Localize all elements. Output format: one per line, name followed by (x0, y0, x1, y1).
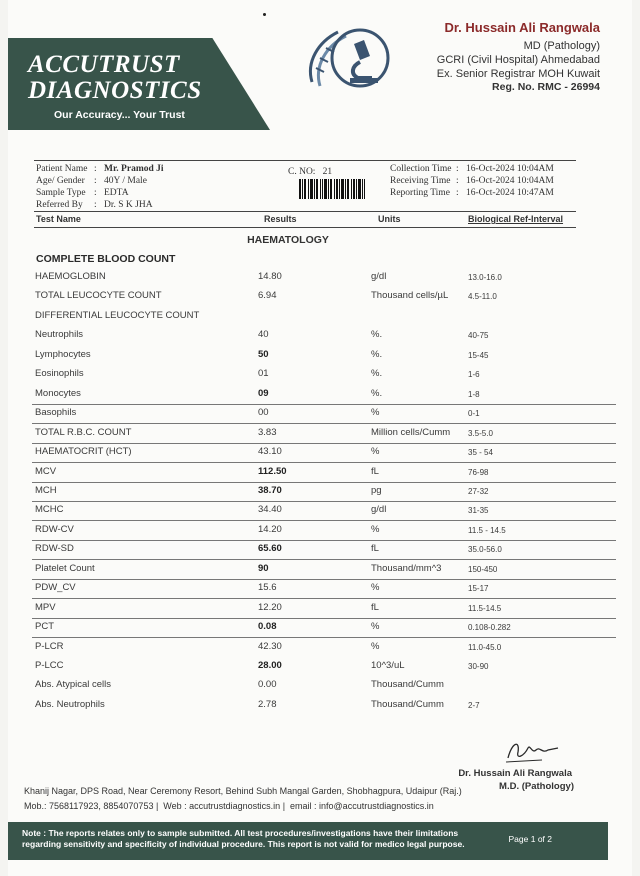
test-result: 6.94 (258, 290, 277, 302)
disclaimer-bar (8, 822, 608, 860)
test-name: Abs. Atypical cells (35, 679, 112, 691)
test-ref-interval: 76-98 (468, 467, 489, 477)
test-unit: Thousand cells/µL (371, 290, 449, 302)
barcode-icon (299, 179, 365, 199)
test-result: 09 (258, 387, 269, 399)
test-result: 12.20 (258, 601, 282, 613)
test-unit: g/dl (371, 504, 387, 516)
test-result: 65.60 (258, 543, 282, 555)
test-result: 42.30 (258, 640, 282, 652)
doctor-experience: Ex. Senior Registrar MOH Kuwait (436, 68, 600, 80)
test-result: 90 (258, 562, 269, 574)
collection-time-label: Collection Time (390, 164, 452, 174)
test-name: HAEMOGLOBIN (35, 271, 106, 282)
time-info: Collection Time : 16-Oct-2024 10:04AM Receiving Time : 16-Oct-2024 10:04AM Reporting Time : 16-Oct-2024 10:47AM (390, 164, 554, 198)
row-separator (32, 579, 616, 580)
test-result: 01 (258, 368, 269, 380)
test-result: 0.08 (258, 621, 277, 633)
test-unit: fL (371, 543, 379, 555)
test-result: 00 (258, 407, 269, 419)
test-unit: Thousand/Cumm (371, 698, 444, 710)
referred-by-label: Referred By (36, 200, 83, 210)
test-unit: % (371, 446, 380, 458)
test-result: 14.80 (258, 271, 282, 282)
test-name: RDW-SD (35, 543, 74, 555)
doctor-degree: MD (Pathology) (523, 40, 600, 52)
table-row (8, 310, 628, 328)
test-unit: % (371, 621, 380, 633)
test-unit: %. (371, 329, 383, 341)
test-name: TOTAL LEUCOCYTE COUNT (35, 290, 162, 302)
row-separator (32, 598, 616, 599)
test-unit: % (371, 407, 380, 419)
test-unit: 10^3/uL (371, 660, 405, 671)
test-name: Basophils (35, 407, 77, 419)
row-separator (32, 501, 616, 502)
test-name: PDW_CV (35, 582, 76, 594)
test-unit: %. (371, 348, 383, 360)
row-separator (32, 637, 616, 638)
table-row (8, 271, 628, 289)
receiving-time-value: 16-Oct-2024 10:04AM (466, 176, 554, 186)
test-ref-interval: 35.0-56.0 (468, 545, 502, 555)
table-top-rule (34, 211, 576, 212)
test-ref-interval: 11.0-45.0 (468, 642, 502, 652)
test-ref-interval: 40-75 (468, 331, 489, 341)
col-test-name-header: Test Name (36, 214, 81, 224)
report-sheet (8, 0, 632, 876)
row-separator (32, 482, 616, 483)
test-ref-interval: 15-45 (468, 350, 489, 360)
row-separator (32, 462, 616, 463)
test-name: RDW-CV (35, 523, 74, 535)
test-name: MCHC (35, 504, 64, 516)
test-result: 38.70 (258, 484, 282, 496)
test-unit: Thousand/mm^3 (371, 562, 442, 574)
sample-type-value: EDTA (104, 188, 129, 198)
table-row (8, 641, 628, 659)
test-result: 28.00 (258, 660, 282, 671)
row-separator (32, 559, 616, 560)
test-name: Eosinophils (35, 368, 84, 380)
test-unit: % (371, 640, 380, 652)
test-result: 15.6 (258, 582, 277, 594)
test-name: TOTAL R.B.C. COUNT (35, 426, 132, 438)
test-ref-interval: 30-90 (468, 662, 489, 671)
test-ref-interval: 4.5-11.0 (468, 292, 497, 302)
test-result: 50 (258, 348, 269, 360)
test-result: 112.50 (258, 465, 287, 477)
test-ref-interval: 0-1 (468, 409, 480, 419)
signature-doctor-qualification: M.D. (Pathology) (499, 781, 574, 792)
table-row (8, 349, 628, 367)
test-ref-interval: 13.0-16.0 (468, 273, 502, 282)
lab-phone: Mob.: 7568117923, 8854070753 (24, 801, 154, 811)
test-name: MCV (35, 465, 57, 477)
test-ref-interval: 15-17 (468, 584, 489, 594)
doctor-reg-no: Reg. No. RMC - 26994 (492, 81, 600, 93)
test-name: P-LCR (35, 640, 64, 652)
row-separator (32, 404, 616, 405)
test-name: PCT (35, 621, 54, 633)
test-unit: pg (371, 484, 382, 496)
test-name: MPV (35, 601, 56, 613)
patient-name-label: Patient Name (36, 164, 88, 174)
test-ref-interval: 1-6 (468, 370, 480, 380)
lab-email: email : info@accutrustdiagnostics.in (290, 801, 434, 811)
section-title: HAEMATOLOGY (247, 234, 329, 246)
test-unit: %. (371, 387, 383, 399)
signature-doctor-name: Dr. Hussain Ali Rangwala (458, 768, 572, 779)
header-divider (34, 160, 576, 161)
test-name: P-LCC (35, 660, 64, 671)
test-name: Platelet Count (35, 562, 95, 574)
doctor-name: Dr. Hussain Ali Rangwala (444, 20, 600, 35)
lab-contact: Mob.: 7568117923, 8854070753 | Web : accutrustdiagnostics.in | email : info@accutrustdiagnostics.in (24, 801, 434, 811)
test-unit: % (371, 582, 380, 594)
col-ref-interval-header: Biological Ref-Interval (468, 214, 564, 224)
brand-tagline: Our Accuracy... Your Trust (54, 109, 185, 121)
row-separator (32, 540, 616, 541)
doctor-signature (502, 736, 562, 766)
collection-time-value: 16-Oct-2024 10:04AM (466, 164, 554, 174)
col-results-header: Results (264, 214, 297, 224)
test-unit: Million cells/Cumm (371, 426, 451, 438)
row-separator (32, 618, 616, 619)
brand-name: ACCUTRUST DIAGNOSTICS (28, 51, 202, 104)
test-result: 2.78 (258, 698, 277, 710)
doctor-block (340, 20, 600, 93)
test-ref-interval: 11.5 - 14.5 (468, 525, 506, 535)
patient-info: Patient Name : Mr. Pramod Ji Age/ Gender : 40Y / Male Sample Type : EDTA Referred By : Dr. S K JHA (36, 164, 164, 210)
test-name: Lymphocytes (35, 348, 91, 360)
reporting-time-value: 16-Oct-2024 10:47AM (466, 188, 554, 198)
test-name: Abs. Neutrophils (35, 698, 105, 710)
test-result: 0.00 (258, 679, 277, 691)
test-result: 43.10 (258, 446, 282, 458)
lab-address: Khanij Nagar, DPS Road, Near Ceremony Resort, Behind Subh Mangal Garden, Shobhagpura, Udaipur (Raj.) (24, 786, 462, 796)
table-row (8, 290, 628, 308)
case-number-value: 21 (322, 167, 333, 177)
sample-type-label: Sample Type (36, 188, 86, 198)
test-ref-interval: 0.108-0.282 (468, 623, 511, 633)
table-row (8, 368, 628, 386)
test-name: MCH (35, 484, 57, 496)
row-separator (32, 520, 616, 521)
test-ref-interval: 35 - 54 (468, 448, 493, 458)
case-number (288, 167, 332, 177)
test-ref-interval: 2-7 (468, 700, 480, 710)
receiving-time-label: Receiving Time (390, 176, 451, 186)
age-gender-label: Age/ Gender (36, 176, 85, 186)
test-unit: g/dl (371, 271, 387, 282)
test-ref-interval: 11.5-14.5 (468, 603, 502, 613)
reporting-time-label: Reporting Time (390, 188, 450, 198)
table-header-rule (34, 227, 576, 228)
col-units-header: Units (378, 214, 401, 224)
row-separator (32, 443, 616, 444)
test-group-title: COMPLETE BLOOD COUNT (36, 253, 176, 265)
lab-website: Web : accutrustdiagnostics.in (163, 801, 281, 811)
page-number: Page 1 of 2 (508, 834, 552, 844)
test-unit: Thousand/Cumm (371, 679, 444, 691)
referred-by-value: Dr. S K JHA (104, 200, 153, 210)
paper-speck (263, 13, 266, 16)
table-row (8, 329, 628, 347)
doctor-hospital: GCRI (Civil Hospital) Ahmedabad (436, 54, 600, 66)
test-unit: %. (371, 368, 383, 380)
test-ref-interval: 3.5-5.0 (468, 428, 493, 438)
table-row (8, 679, 628, 697)
table-row (8, 660, 628, 678)
case-number-label: C. NO: (288, 167, 316, 177)
age-gender-value: 40Y / Male (104, 176, 147, 186)
patient-name-value: Mr. Pramod Ji (104, 164, 164, 174)
test-ref-interval: 31-35 (468, 506, 489, 516)
test-name: Neutrophils (35, 329, 84, 341)
test-ref-interval: 150-450 (468, 564, 498, 574)
test-ref-interval: 27-32 (468, 486, 489, 496)
test-unit: fL (371, 465, 379, 477)
test-name: Monocytes (35, 387, 81, 399)
test-name: HAEMATOCRIT (HCT) (35, 446, 132, 458)
row-separator (32, 423, 616, 424)
disclaimer-text: Note : The reports relates only to sample submitted. All test procedures/investigations have their limitations regarding sensitivity and specificity of individual procedure. This report is not valid for medico legal purpose. (22, 828, 465, 849)
test-result: 3.83 (258, 426, 277, 438)
test-result: 34.40 (258, 504, 282, 516)
test-result: 14.20 (258, 523, 282, 535)
test-unit: fL (371, 601, 379, 613)
test-ref-interval: 1-8 (468, 389, 480, 399)
test-unit: % (371, 523, 380, 535)
test-name: DIFFERENTIAL LEUCOCYTE COUNT (35, 309, 200, 321)
table-row (8, 699, 628, 717)
test-result: 40 (258, 329, 269, 341)
